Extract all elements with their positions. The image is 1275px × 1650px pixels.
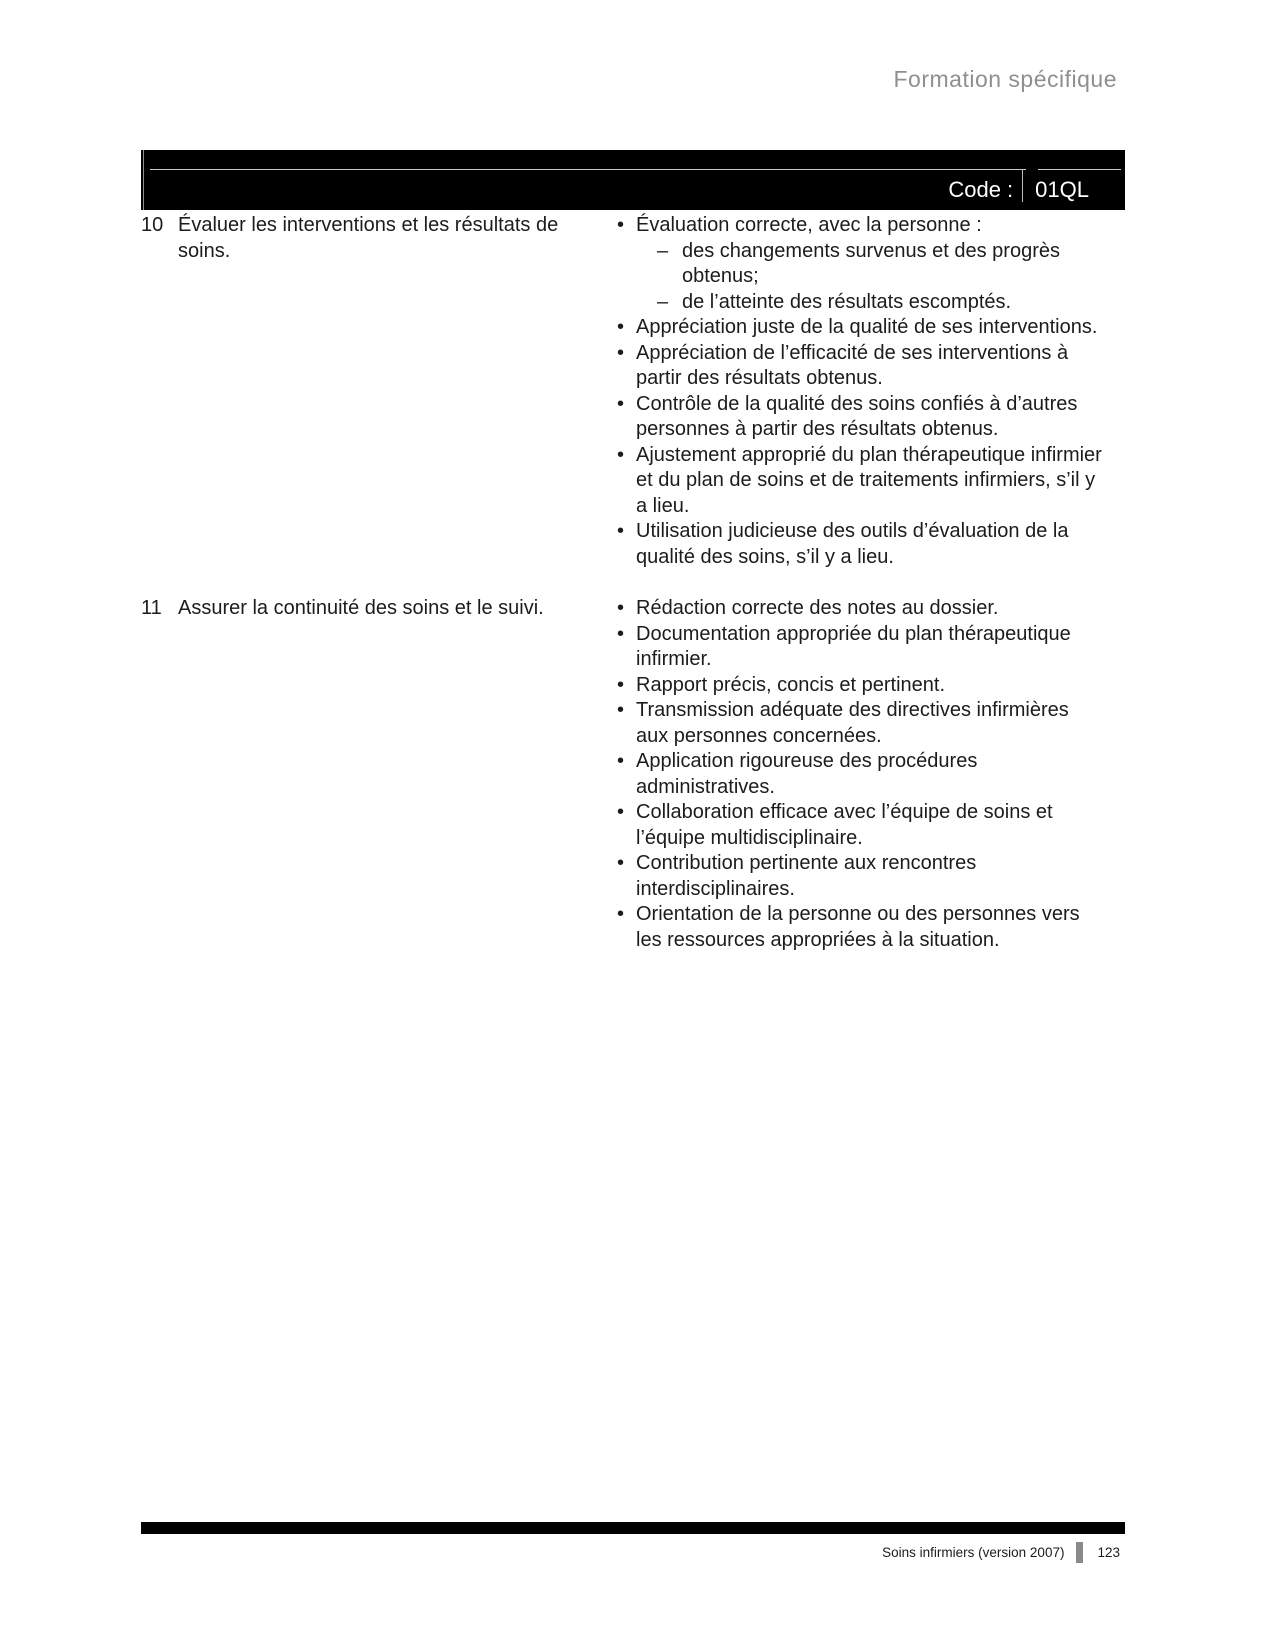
criterion-text: Utilisation judicieuse des outils d’évaluation de la qualité des soins, s’il y a lieu. xyxy=(636,520,1069,568)
criterion-subtext: de l’atteinte des résultats escomptés. xyxy=(682,290,1012,313)
bullet-icon: • xyxy=(617,597,625,619)
footer-doc-label: Soins infirmiers (version 2007) xyxy=(882,1544,1065,1560)
bullet-icon: • xyxy=(617,673,625,696)
objective-text: Assurer la continuité des soins et le suivi. xyxy=(178,597,544,619)
table-row xyxy=(141,596,1125,953)
criterion xyxy=(617,851,1125,902)
criterion-line xyxy=(617,673,1125,699)
dash-icon: – xyxy=(657,290,669,313)
criterion xyxy=(617,341,1125,392)
bullet-icon: • xyxy=(617,699,625,721)
criterion-line xyxy=(617,698,1125,749)
criterion-subtext: des changements survenus et des progrès obtenus; xyxy=(682,239,1060,287)
code-value: 01QL xyxy=(1035,176,1089,202)
criterion-text: Rédaction correcte des notes au dossier. xyxy=(636,597,999,619)
bullet-icon: • xyxy=(617,852,625,874)
bullet-icon: • xyxy=(617,801,625,823)
criteria-table xyxy=(141,213,1125,953)
objective-cell xyxy=(141,213,608,570)
criterion-text: Contribution pertinente aux rencontres interdisciplinaires. xyxy=(636,852,977,900)
code-bar xyxy=(141,150,1125,210)
table-row xyxy=(141,213,1125,570)
criterion-line xyxy=(617,392,1125,443)
criteria-cell xyxy=(608,213,1125,570)
criterion-text: Évaluation correcte, avec la personne : xyxy=(636,214,982,236)
criterion-line xyxy=(617,443,1125,520)
criterion xyxy=(617,519,1125,570)
objective-number: 11 xyxy=(141,597,162,619)
criterion xyxy=(617,315,1125,341)
footer-divider-bar xyxy=(1076,1542,1083,1563)
criterion-text: Appréciation de l’efficacité de ses interventions à partir des résultats obtenus. xyxy=(636,341,1069,389)
criterion-line xyxy=(617,213,1125,239)
objective-cell xyxy=(141,596,608,953)
footer-row xyxy=(882,1541,1120,1563)
criterion-text: Orientation de la personne ou des personnes vers les ressources appropriées à la situation. xyxy=(636,903,1080,951)
bullet-icon: • xyxy=(617,316,625,338)
code-bar-topline-left xyxy=(150,169,1026,170)
objective-text: Évaluer les interventions et les résultats de soins. xyxy=(178,214,559,262)
criterion xyxy=(617,213,1125,315)
bullet-icon: • xyxy=(617,214,625,236)
criterion xyxy=(617,392,1125,443)
criterion-text: Appréciation juste de la qualité de ses interventions. xyxy=(636,316,1098,338)
objective-number: 10 xyxy=(141,214,164,236)
criterion-text: Rapport précis, concis et pertinent. xyxy=(636,673,946,696)
code-label: Code : xyxy=(948,176,1014,202)
bullet-icon: • xyxy=(617,443,625,466)
criterion-subline xyxy=(657,239,1125,290)
criterion-line xyxy=(617,851,1125,902)
footer-bar xyxy=(141,1522,1125,1534)
criterion-line xyxy=(617,800,1125,851)
criterion-subline xyxy=(657,290,1125,316)
criterion-text: Collaboration efficace avec l’équipe de soins et l’équipe multidisciplinaire. xyxy=(636,801,1053,849)
criterion-text: Contrôle de la qualité des soins confiés à d’autres personnes à partir des résultats obtenus. xyxy=(636,392,1078,440)
criterion xyxy=(617,443,1125,520)
bullet-icon: • xyxy=(617,750,625,772)
criterion xyxy=(617,698,1125,749)
criterion xyxy=(617,673,1125,699)
criteria-cell xyxy=(608,596,1125,953)
running-head: Formation spécifique xyxy=(893,66,1117,92)
criterion xyxy=(617,596,1125,622)
criterion-text: Ajustement approprié du plan thérapeutique infirmier et du plan de soins et de traitements infirmiers, s’il y a lieu. xyxy=(636,443,1102,517)
criterion xyxy=(617,622,1125,673)
bullet-icon: • xyxy=(617,520,625,542)
criterion-line xyxy=(617,596,1125,622)
criterion-line xyxy=(617,519,1125,570)
criterion-text: Transmission adéquate des directives infirmières aux personnes concernées. xyxy=(636,699,1069,747)
code-bar-left-edge-line xyxy=(143,150,144,210)
bullet-icon: • xyxy=(617,903,625,925)
footer-page-number: 123 xyxy=(1097,1544,1120,1560)
criterion-text: Application rigoureuse des procédures administratives. xyxy=(636,750,978,798)
code-divider-line xyxy=(1022,169,1023,202)
code-row xyxy=(948,169,1089,210)
criterion-line xyxy=(617,341,1125,392)
criterion xyxy=(617,800,1125,851)
bullet-icon: • xyxy=(617,622,625,645)
criterion-line xyxy=(617,749,1125,800)
criterion xyxy=(617,749,1125,800)
criterion xyxy=(617,902,1125,953)
criterion-line xyxy=(617,315,1125,341)
bullet-icon: • xyxy=(617,341,625,364)
criterion-text: Documentation appropriée du plan thérapeutique infirmier. xyxy=(636,622,1071,670)
dash-icon: – xyxy=(657,239,669,262)
bullet-icon: • xyxy=(617,392,625,415)
criterion-line xyxy=(617,622,1125,673)
criterion-line xyxy=(617,902,1125,953)
